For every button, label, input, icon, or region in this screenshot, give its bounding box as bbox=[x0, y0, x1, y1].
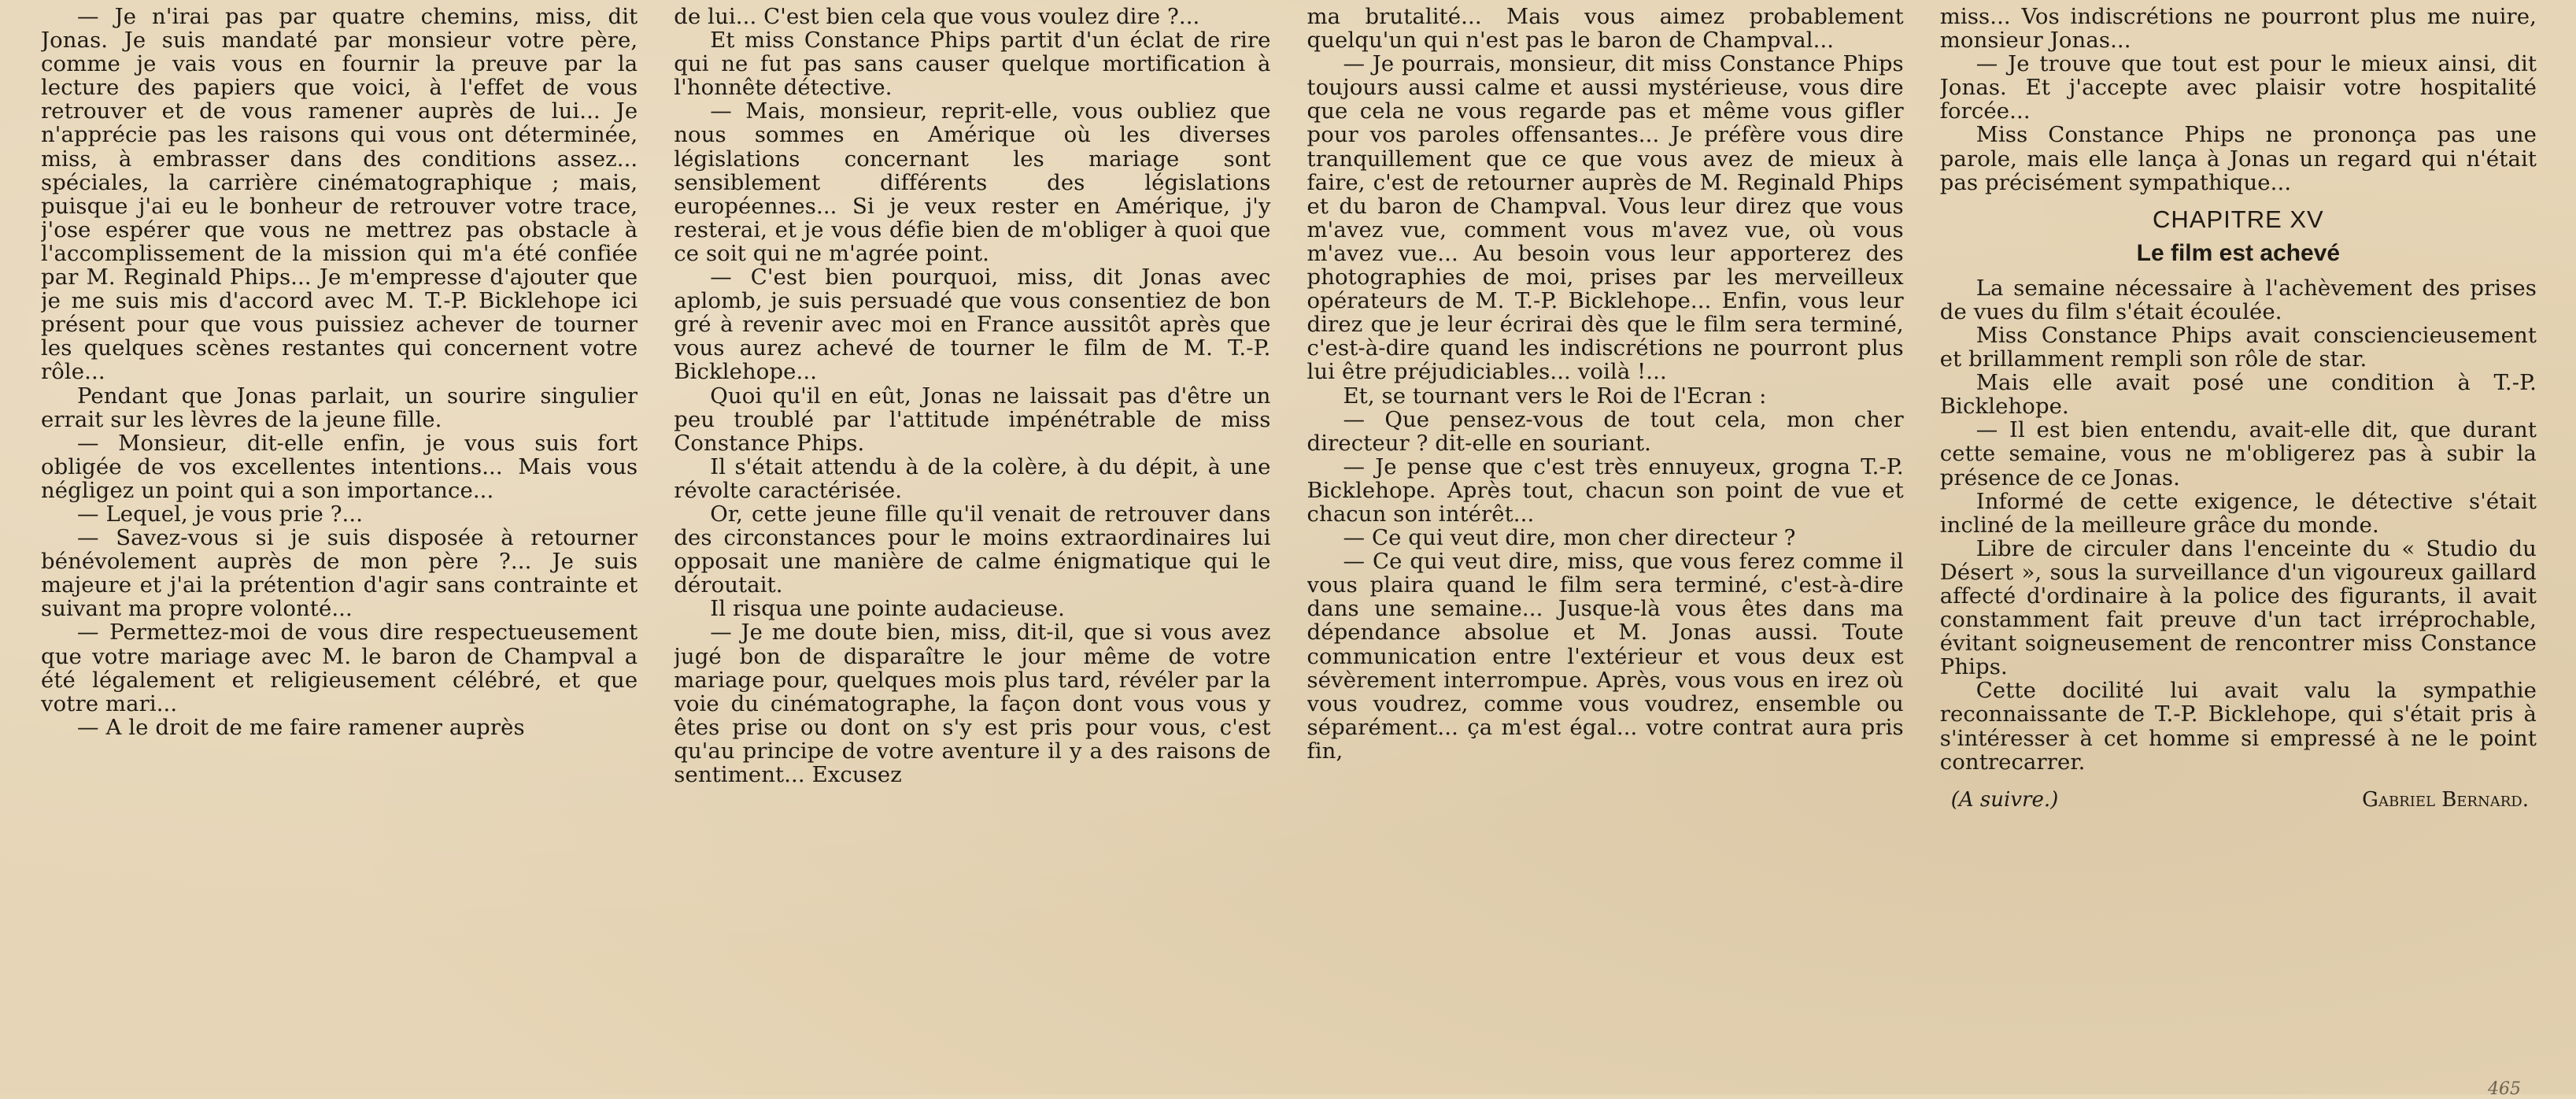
chapter-title: Le film est achevé bbox=[2136, 239, 2341, 266]
paragraph: — Je pense que c'est très ennuyeux, grogna T.-P. Bicklehope. Après tout, chacun son point de vue et chacun son intérêt... bbox=[1306, 453, 1904, 527]
paragraph: Mais elle avait posé une condition à T.-P. Bicklehope. bbox=[1939, 370, 2537, 420]
paragraph: — Permettez-moi de vous dire respectueusement que votre mariage avec M. le baron de Champval a été légalement et religieusement célébré, et que votre mari... bbox=[41, 620, 638, 716]
paragraph: — Je n'irai pas par quatre chemins, miss, dit Jonas. Je suis mandaté par monsieur votre père, comme je vais vous en fournir la preuve par la lecture des papiers que voici, à l'effet de vous retrouver et de vous ramener auprès de lui... Je n'apprécie pas les raisons qui vous ont déterminée, miss, à embrasser dans des conditions assez... spéciales, la carrière cinématographique ; mais, puisque j'ai eu le bonheur de retrouver votre trace, j'ose espérer que vous ne mettrez pas obstacle à l'accomplissement de la mission qui m'a été confiée par M. Reginald Phips... Je m'empresse d'ajouter que je me suis mis d'accord avec M. T.-P. Bicklehope ici présent pour que vous puissiez achever de tourner les quelques scènes restantes qui concernent votre rôle... bbox=[41, 5, 638, 385]
paragraph: Pendant que Jonas parlait, un sourire singulier errait sur les lèvres de la jeune fille. bbox=[41, 383, 638, 432]
chapter-heading: CHAPITRE XV bbox=[2153, 205, 2324, 233]
paragraph: — Mais, monsieur, reprit-elle, vous oubliez que nous sommes en Amérique où les diverses législations concernant les mariage sont sensiblement différents des législations européennes... Si je veux rester en Amérique, j'y resterai, et je vous défie bien de m'obliger à quoi que ce soit qui ne m'agrée point. bbox=[674, 98, 1271, 266]
paragraph: Informé de cette exigence, le détective s'était incliné de la meilleure grâce du monde. bbox=[1939, 488, 2537, 538]
paragraph: — Je me doute bien, miss, dit-il, que si vous avez jugé bon de disparaître le jour même de votre mariage pour, quelques mois plus tard, révéler par la voie du cinématographe, la façon dont vous vous y êtes prise ou dont on s'y est pris pour vous, c'est qu'au principe de votre aventure il y a des raisons de sentiment... Excusez bbox=[674, 620, 1271, 787]
paragraph: Or, cette jeune fille qu'il venait de retrouver dans des circonstances pour le moins extraordinaires lui opposait une manière de calme énigmatique qui le déroutait. bbox=[674, 501, 1271, 598]
paragraph: — Ce qui veut dire, mon cher directeur ? bbox=[1343, 525, 1796, 551]
paragraph: — Je trouve que tout est pour le mieux ainsi, dit Jonas. Et j'accepte avec plaisir votre hospitalité forcée... bbox=[1939, 51, 2537, 124]
paragraph: — Que pensez-vous de tout cela, mon cher directeur ? dit-elle en souriant. bbox=[1306, 406, 1904, 456]
author-signature: Gabriel Bernard. bbox=[2362, 787, 2529, 812]
paragraph: — Monsieur, dit-elle enfin, je vous suis fort obligée de vos excellentes intentions... Mais vous négligez un point qui a son importance... bbox=[41, 430, 638, 503]
paragraph: Et, se tournant vers le Roi de l'Ecran : bbox=[1343, 383, 1767, 409]
to-be-continued: (A suivre.) bbox=[1950, 787, 2059, 812]
column-1 bbox=[41, 5, 638, 1079]
page-number: 465 bbox=[2488, 1079, 2521, 1099]
paragraph: — Savez-vous si je suis disposée à retourner bénévolement auprès de mon père ?... Je suis majeure et j'ai la prétention d'agir sans contrainte et suivant ma propre volonté... bbox=[41, 525, 638, 622]
column-2 bbox=[674, 5, 1270, 1079]
column-3 bbox=[1307, 5, 1904, 1079]
paragraph: — Je pourrais, monsieur, dit miss Constance Phips toujours aussi calme et aussi mystérieuse, vous dire que cela ne vous regarde pas et même vous gifler pour vos paroles offensantes... Je préfère vous dire tranquillement que ce que vous avez de mieux à faire, c'est de retourner auprès de M. Reginald Phips et du baron de Champval. Vous leur direz que vous m'avez vue, comment vous m'avez vue, où vous m'avez vue... Au besoin vous leur apporterez des photographies de moi, prises par les merveilleux opérateurs de M. T.-P. Bicklehope... Enfin, vous leur direz que je leur écrirai dès que le film sera terminé, c'est-à-dire quand les indiscrétions ne pourront plus lui être préjudiciables... voilà !... bbox=[1306, 51, 1904, 385]
paragraph: — Il est bien entendu, avait-elle dit, que durant cette semaine, vous ne m'obligerez pas à subir la présence de ce Jonas. bbox=[1939, 417, 2537, 490]
text-columns bbox=[41, 5, 2537, 1079]
paragraph: — A le droit de me faire ramener auprès bbox=[77, 714, 525, 740]
paragraph: — Ce qui veut dire, miss, que vous ferez comme il vous plaira quand le film sera terminé, c'est-à-dire dans une semaine... Jusque-là vous êtes dans ma dépendance absolue et M. Jonas aussi. Toute communication entre l'extérieur et vous deux est sévèrement interrompue. Après, vous vous en irez où vous voudrez, comme vous voudrez, ensemble ou séparément... ça m'est égal... votre contrat aura pris fin, bbox=[1306, 549, 1904, 764]
paragraph: Libre de circuler dans l'enceinte du « Studio du Désert », sous la surveillance d'un vigoureux gaillard affecté d'ordinaire à la police des figurants, il avait constamment fait preuve d'un tact irréprochable, évitant soigneusement de rencontrer miss Constance Phips. bbox=[1939, 535, 2537, 680]
signoff bbox=[1940, 788, 2537, 812]
paragraph: Il s'était attendu à de la colère, à du dépit, à une révolte caractérisée. bbox=[674, 453, 1271, 503]
paragraph: Cette docilité lui avait valu la sympathie reconnaissante de T.-P. Bicklehope, qui s'était pris à s'intéresser à cet homme si empressé à ne le point contrecarrer. bbox=[1939, 678, 2537, 775]
paragraph: — Lequel, je vous prie ?... bbox=[77, 501, 364, 527]
paragraph: — C'est bien pourquoi, miss, dit Jonas avec aplomb, je suis persuadé que vous consentiez de bon gré à revenir avec moi en France aussitôt après que vous aurez achevé de tourner le film de M. T.-P. Bicklehope... bbox=[674, 265, 1271, 385]
paragraph: Miss Constance Phips ne prononça pas une parole, mais elle lança à Jonas un regard qui n'était pas précisément sympathique... bbox=[1939, 122, 2537, 195]
paragraph: ma brutalité... Mais vous aimez probablement quelqu'un qui n'est pas le baron de Champval... bbox=[1306, 5, 1904, 54]
paragraph: de lui... C'est bien cela que vous voulez dire ?... bbox=[674, 5, 1200, 29]
paragraph: Quoi qu'il en eût, Jonas ne laissait pas d'être un peu troublé par l'attitude impénétrable de miss Constance Phips. bbox=[674, 383, 1271, 456]
paragraph: miss... Vos indiscrétions ne pourront plus me nuire, monsieur Jonas... bbox=[1939, 5, 2537, 54]
paragraph: Il risqua une pointe audacieuse. bbox=[710, 596, 1065, 622]
paragraph: Miss Constance Phips avait consciencieusement et brillamment rempli son rôle de star. bbox=[1939, 322, 2537, 372]
column-4 bbox=[1940, 5, 2537, 1079]
paragraph: Et miss Constance Phips partit d'un éclat de rire qui ne fut pas sans causer quelque mortification à l'honnête détective. bbox=[674, 28, 1271, 101]
paragraph: La semaine nécessaire à l'achèvement des prises de vues du film s'était écoulée. bbox=[1939, 275, 2537, 324]
